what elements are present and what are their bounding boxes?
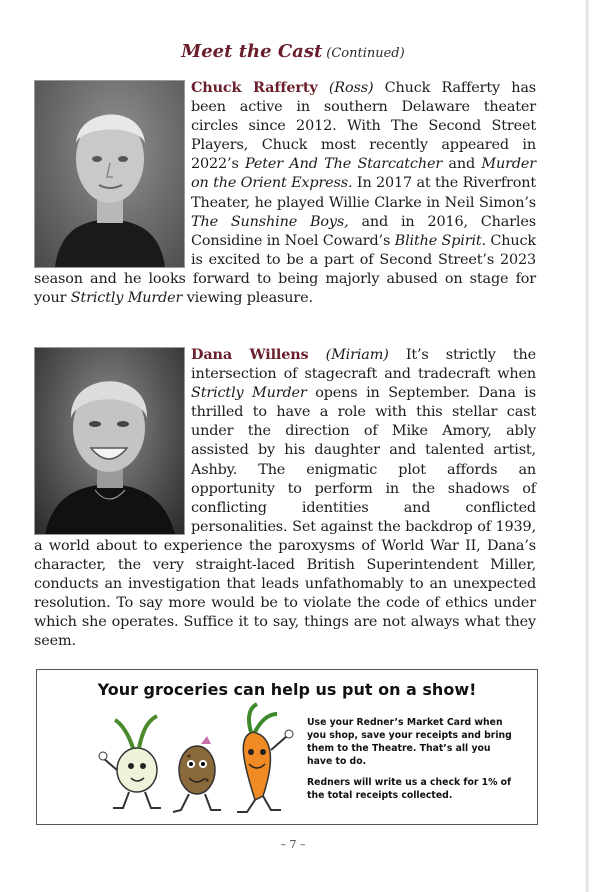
bio-text: and in 2016, Charles Considine in Noel Coward’s: [191, 213, 536, 249]
bio-text: and: [442, 156, 482, 173]
cast-name: Dana Willens: [191, 346, 309, 363]
page-heading: [0, 41, 586, 62]
bio-text: opens in September. Dana is thrilled to have a role with this stellar cast under the direction of Mike Amory, ably assisted by his daughter and talented artist, Ashby. The enigmatic plot affords an opportunity to perform in the shadows of conflicting identities and conflicted personalities. Set against the backdrop of 1939, a world about to experience the paroxysms of World War II, Dana’s character, the very straight-laced British Superintendent Miller, conducts an investigation that leads unfathomably to an unexpected resolution. To say more would be to violate the code of ethics under which she operates. Suffice it to say, things are not always what they seem.: [34, 385, 536, 650]
vegetable-characters-illustration: [97, 700, 297, 818]
show-title: Blithe Spirit.: [394, 232, 486, 249]
cast-role: (Miriam): [325, 347, 389, 363]
cast-name: Chuck Rafferty: [191, 79, 318, 96]
bio-chuck-rafferty: [34, 78, 536, 308]
bio-text: Chuck is excited to be a part of Second Street’s 2023 season and he looks forward to being majorly abused on stage for your: [34, 232, 537, 307]
bio-text: In 2017 at the Riverfront Theater, he played Willie Clarke in Neil Simon’s: [191, 175, 536, 211]
ad-donation-note: Redners will write us a check for 1% of the total receipts collected.: [307, 777, 512, 801]
heading-title: Meet the Cast: [181, 41, 323, 62]
bio-text: viewing pleasure.: [182, 290, 313, 307]
show-title: Murder on the Orient Express.: [191, 156, 536, 192]
ad-instructions: Use your Redner’s Market Card when you shop, save your receipts and bring them to the Theatre. That’s all you have to do.: [307, 717, 512, 767]
bio-text: It’s strictly the intersection of stagecraft and tradecraft when: [191, 347, 536, 383]
ad-title: Your groceries can help us put on a show!: [97, 680, 477, 699]
headshot-dana-willens: [34, 347, 185, 535]
bio-text: Chuck Rafferty has been active in southern Delaware theater circles since 2012. With The Second Street Players, Chuck most recently appeared in 2022’s: [191, 80, 536, 173]
page-number: – 7 –: [280, 838, 306, 851]
bio-dana-willens: [34, 345, 536, 652]
show-title: Peter And The Starcatcher: [245, 156, 443, 173]
headshot-chuck-rafferty: [34, 80, 185, 268]
show-title: Strictly Murder: [191, 385, 307, 402]
redners-ad-box: [36, 669, 538, 825]
heading-subtitle: (Continued): [326, 46, 405, 61]
show-title: The Sunshine Boys,: [191, 213, 349, 230]
show-title: Strictly Murder: [70, 290, 183, 307]
page-edge: [586, 0, 589, 892]
cast-role: (Ross): [328, 80, 374, 96]
